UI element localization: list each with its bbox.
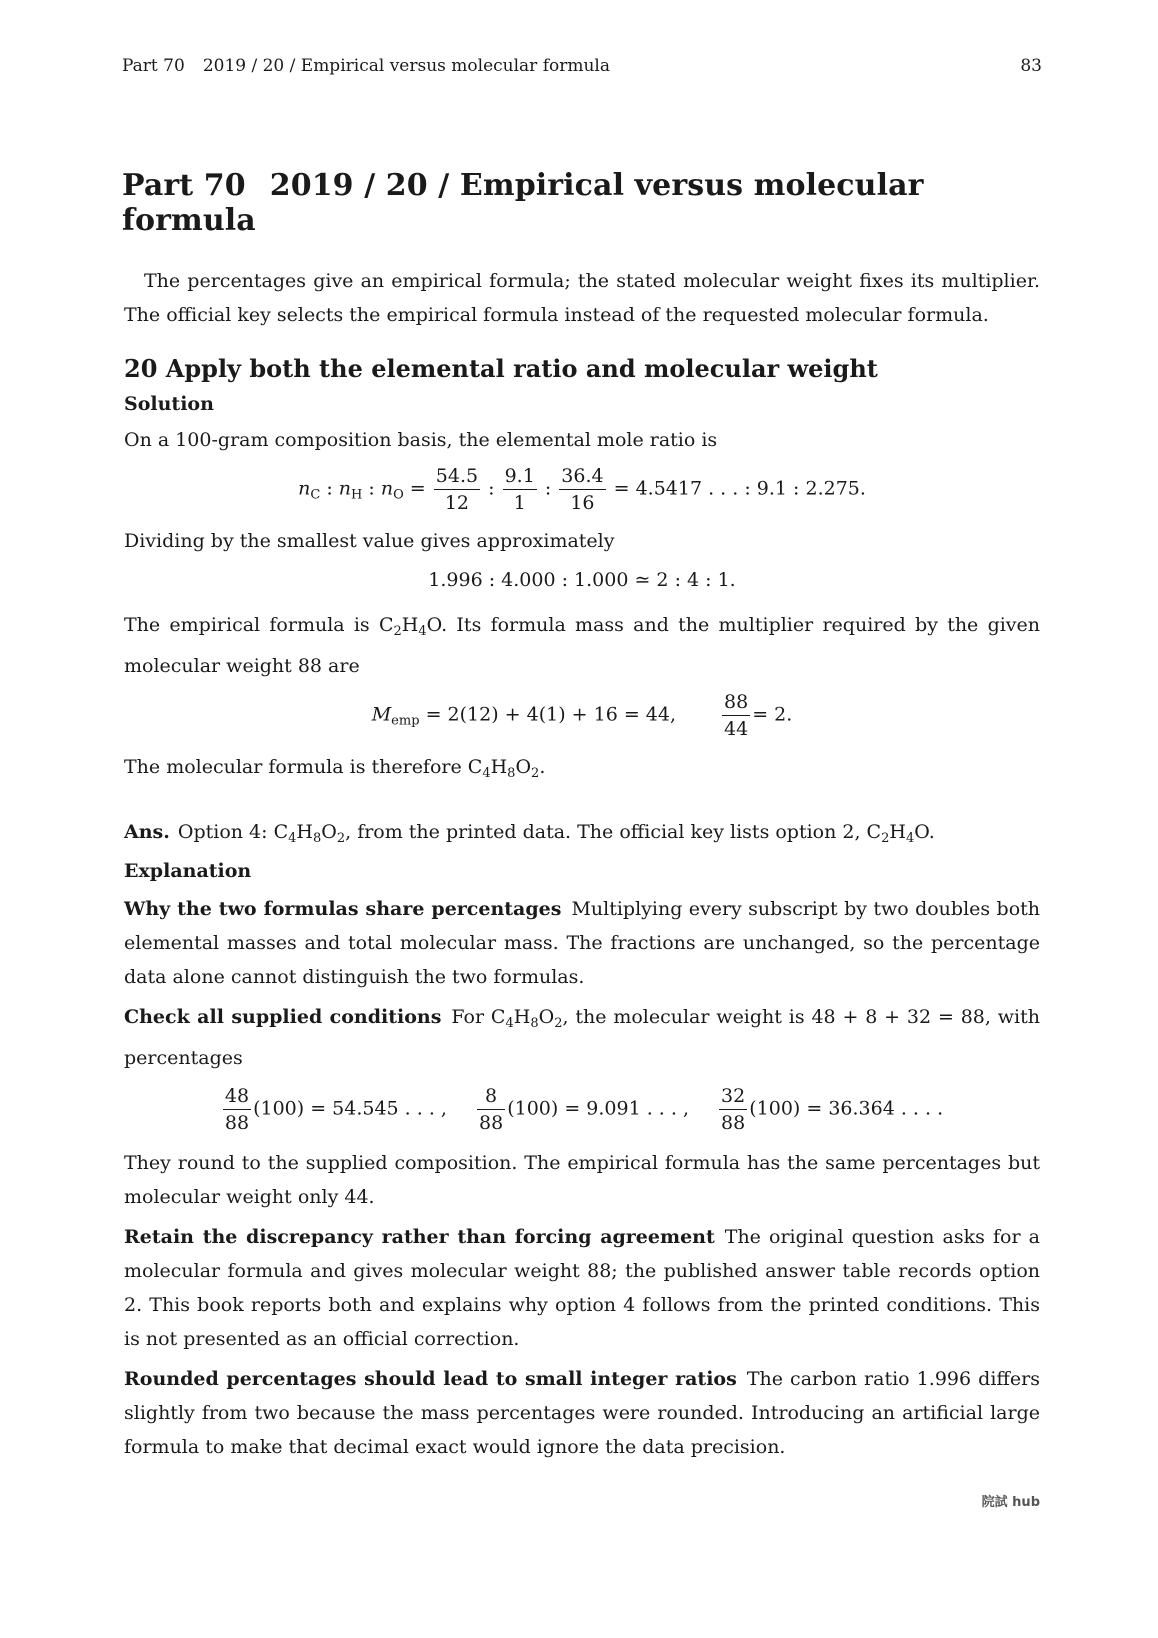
explanation-check-conditions-title: Check all supplied conditions xyxy=(124,1006,442,1028)
fraction-hydrogen-percent: $\frac{8}{88}$ xyxy=(479,1085,504,1134)
explanation-rounded-percentages-title: Rounded percentages should lead to small integer ratios xyxy=(124,1368,737,1390)
explanation-rounded-percentages: Rounded percentages should lead to small integer ratios The carbon ratio 1.996 differs slightly from two because the mass percentages were rounded. Introducing an artificial large formula to make that decimal exact would ignore the data precision. xyxy=(124,1368,1040,1458)
explanation-share-percentages-title: Why the two formulas share percentages xyxy=(124,898,562,920)
explanation-share-percentages: Why the two formulas share percentages Multiplying every subscript by two doubles both elemental masses and total molecular mass. The fractions are unchanged, so the percentage data alone cannot distinguish the two formulas. xyxy=(124,898,1041,988)
equation-formula-mass: $M_{emp} = 2(12) + 4(1) + 16 = 44$, $\frac{88}{44}$ = 2. xyxy=(371,691,793,740)
answer-label: Ans. xyxy=(124,821,170,843)
title-part: Part 70 xyxy=(122,168,246,203)
main-content xyxy=(124,168,1040,1464)
fraction-hydrogen: $\frac{9.1}{1}$ xyxy=(504,465,535,514)
fraction-multiplier: $\frac{88}{44}$ xyxy=(724,691,749,740)
answer-line: Ans. Option 4: $C_4H_8O_2$, from the printed data. The official key lists option 2, $C_2H_4O$. xyxy=(124,821,935,846)
explanation-retain-discrepancy: Retain the discrepancy rather than forcing agreement The original question asks for a molecular formula and gives molecular weight 88; the published answer table records option 2. This book reports both and explains why option 4 follows from the printed conditions. This is not presented as an official correction. xyxy=(124,1226,1040,1350)
fraction-carbon-percent: $\frac{48}{88}$ xyxy=(224,1085,250,1134)
running-head-text: 2019 / 20 / Empirical versus molecular formula xyxy=(202,56,610,76)
solution-paragraph-2: Dividing by the smallest value gives approximately xyxy=(124,530,615,552)
fraction-oxygen-percent: $\frac{32}{88}$ xyxy=(721,1085,746,1134)
explanation-retain-discrepancy-title: Retain the discrepancy rather than forcing agreement xyxy=(124,1226,715,1248)
explanation-check-conditions: Check all supplied conditions For $C_4H_8O_2$, the molecular weight is 48 + 8 + 32 = 88, with percentages xyxy=(124,1006,1040,1069)
intro-paragraph: The percentages give an empirical formula; the stated molecular weight fixes its multiplier. The official key selects the empirical formula instead of the requested molecular formula. xyxy=(124,270,1040,326)
page-number: 83 xyxy=(1020,56,1042,76)
fraction-oxygen: $\frac{36.4}{16}$ xyxy=(561,465,604,514)
running-head-part: Part 70 xyxy=(122,56,185,76)
solution-paragraph-3: The empirical formula is $C_2H_4O$. Its formula mass and the multiplier required by the given molecular weight 88 are xyxy=(124,614,1041,677)
running-head xyxy=(122,56,1042,76)
footer-logo: 院試 hub xyxy=(981,1495,1040,1510)
page-title xyxy=(122,168,1040,238)
equation-mole-ratio-result: = 4.5417 . . . : 9.1 : 2.275. xyxy=(613,477,866,500)
fraction-carbon: $\frac{54.5}{12}$ xyxy=(435,465,479,514)
solution-paragraph-4: The molecular formula is therefore $C_4H_8O_2$. xyxy=(124,756,546,781)
solution-paragraph-1: On a 100-gram composition basis, the elemental mole ratio is xyxy=(124,429,718,451)
running-head-title xyxy=(122,56,610,76)
explanation-check-conditions-after: They round to the supplied composition. The empirical formula has the same percentages but molecular weight only 44. xyxy=(124,1152,1040,1208)
equation-ratio-normalized: 1.996 : 4.000 : 1.000 ≃ 2 : 4 : 1. xyxy=(428,569,736,591)
section-heading: 20 Apply both the elemental ratio and molecular weight xyxy=(124,354,878,383)
equation-percentages: $\frac{48}{88}$ (100) = 54.545 . . . , $\frac{8}{88}$ (100) = 9.091 . . . , $\frac{32}{88}$ (100) = 36.364 . . . . xyxy=(224,1085,944,1134)
equation-mole-ratio: $n_C$ : $n_H$ : $n_O$ = $\frac{54.5}{12}$ : $\frac{9.1}{1}$ : $\frac{36.4}{16}$ = 4.5417 . . . : 9.1 : 2.275. xyxy=(298,465,866,514)
title-text: 2019 / 20 / Empirical versus molecular formula xyxy=(122,168,924,238)
solution-label: Solution xyxy=(124,393,214,415)
explanation-label: Explanation xyxy=(124,860,252,882)
